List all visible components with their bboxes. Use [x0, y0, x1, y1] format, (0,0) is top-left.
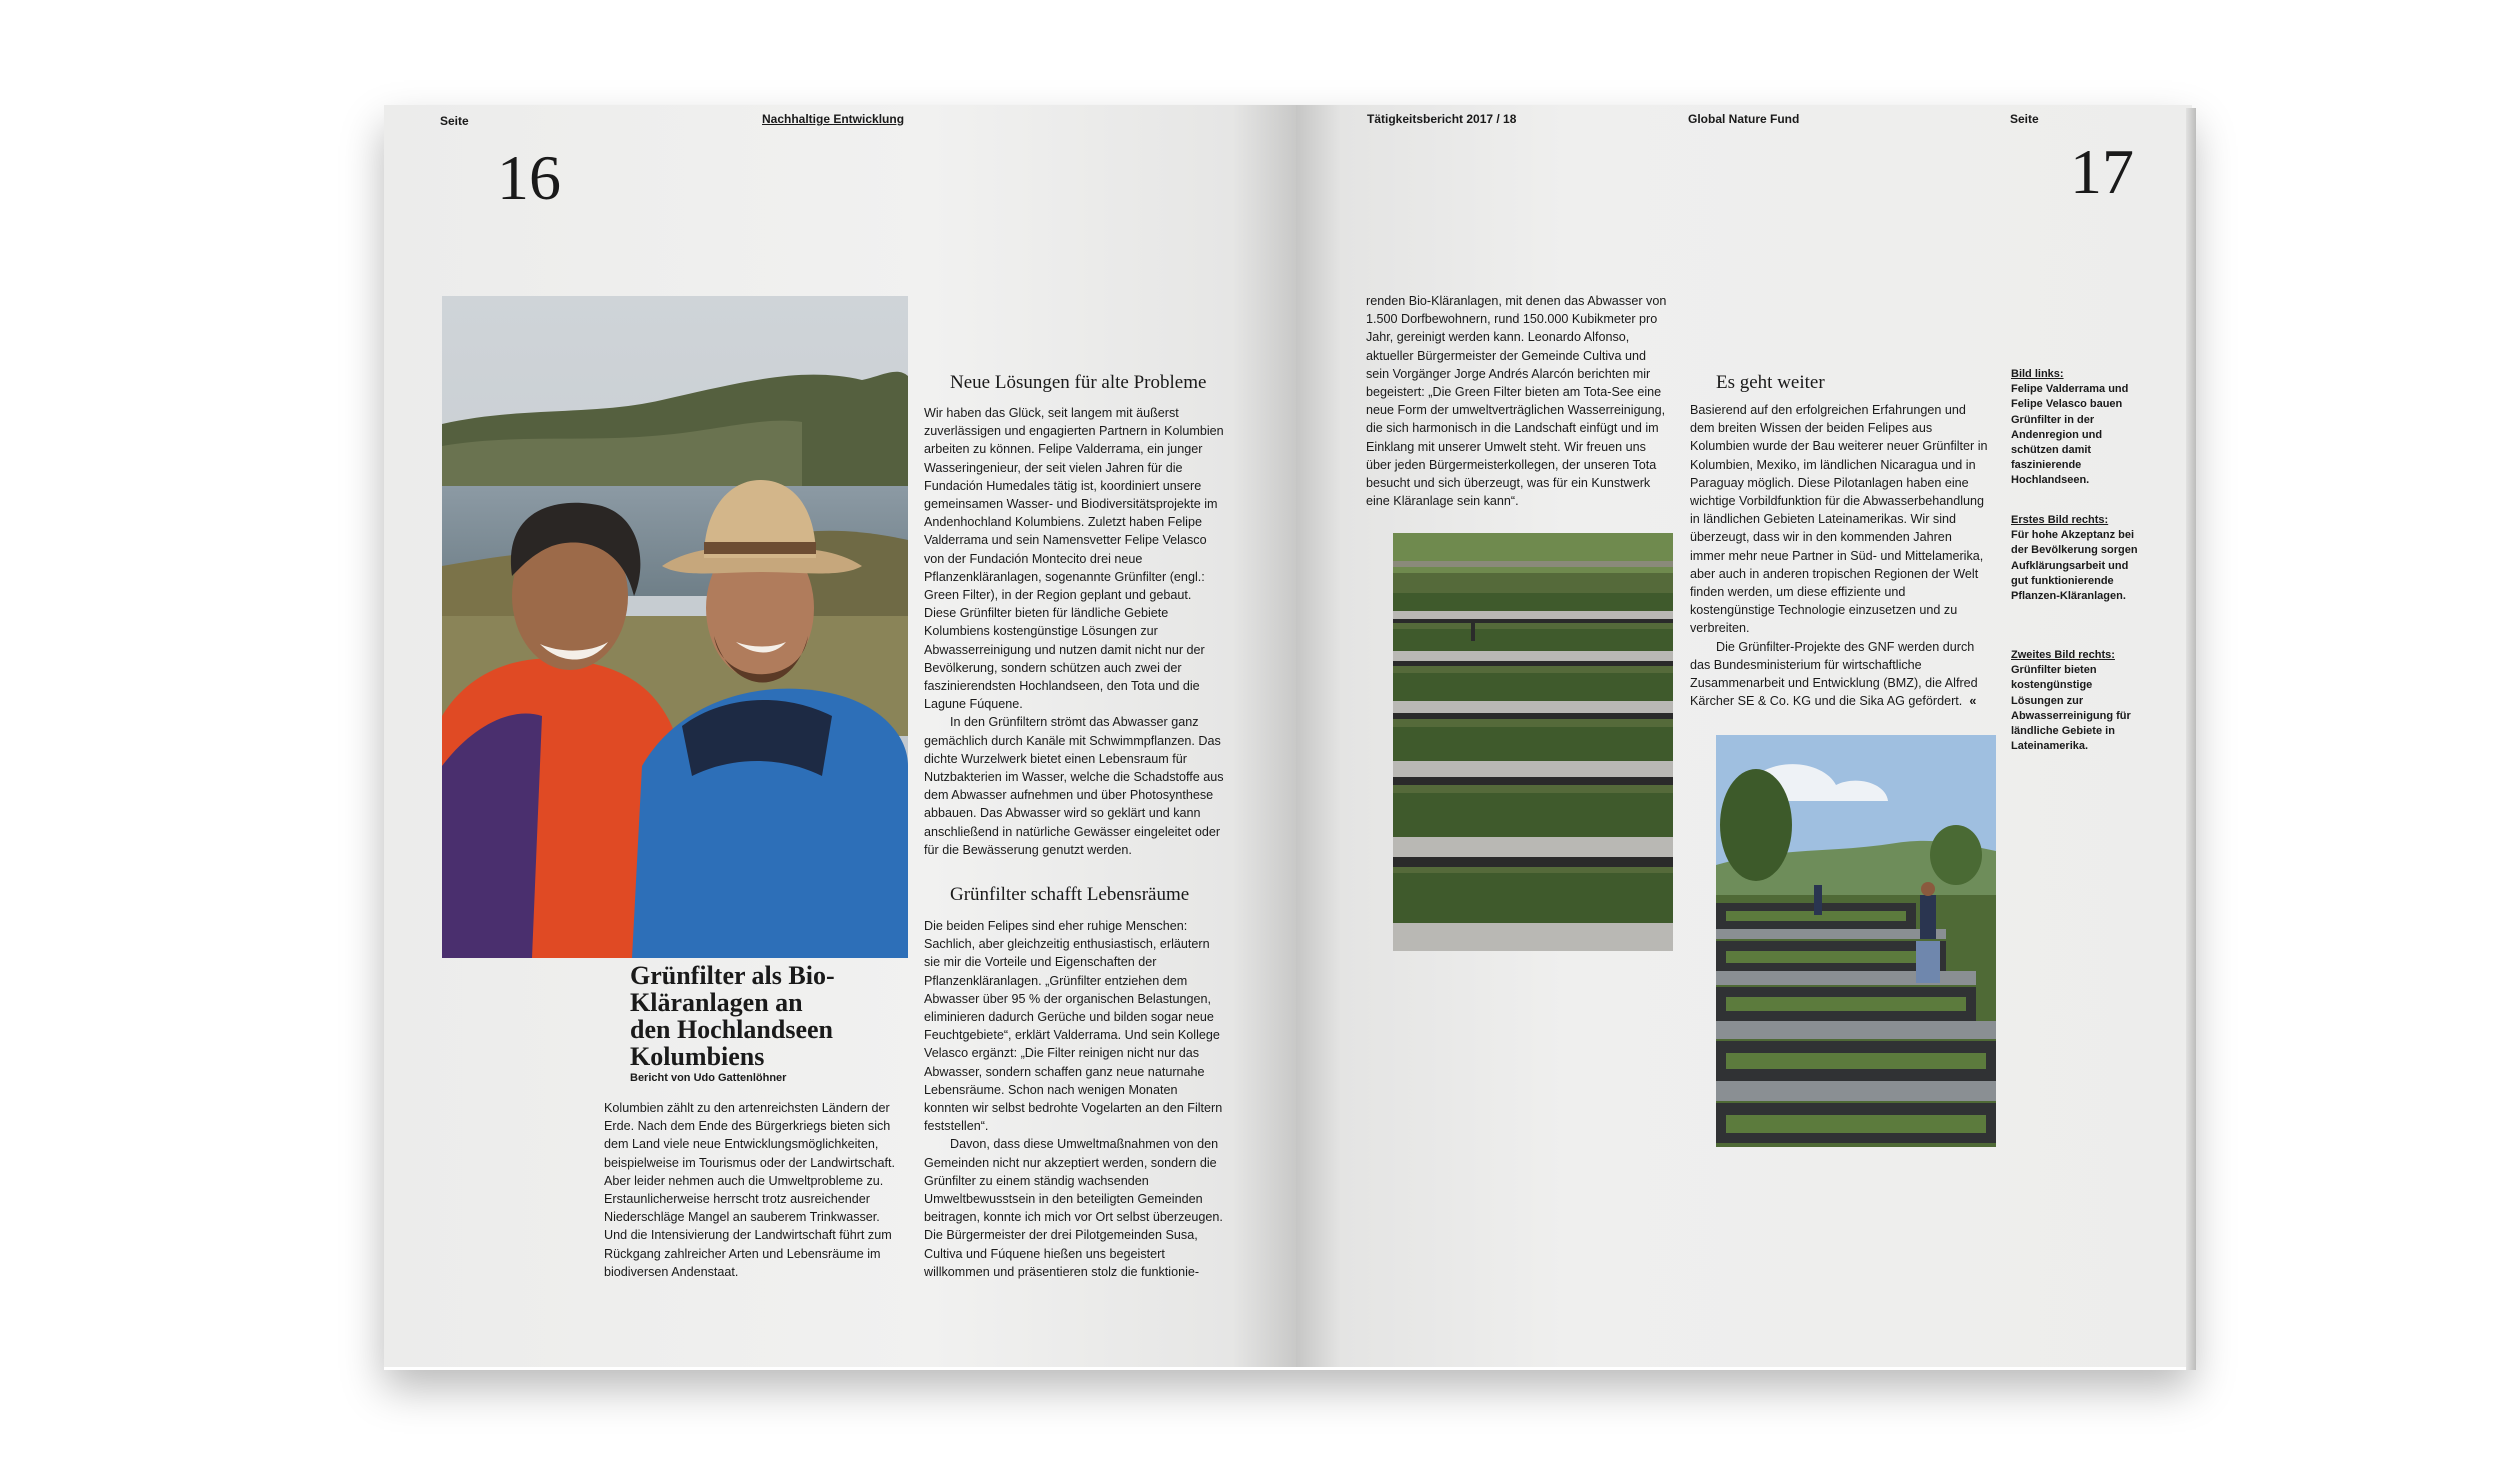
right-header-label: Seite	[2010, 112, 2039, 126]
article-byline: Bericht von Udo Gattenlöhner	[630, 1072, 787, 1084]
filter-site-photo	[1716, 735, 1996, 1147]
continuation-column	[1366, 292, 1670, 510]
caption-text: Felipe Valderrama und Felipe Velasco bauen Grünfilter in der Andenregion und schützen damit faszinierende Hochlandseen.	[2011, 383, 2129, 487]
section1-paragraph-1: Wir haben das Glück, seit langem mit äußerst zuverlässigen und engagierten Partnern in Kolumbien arbeiten zu können. Felipe Valderrama, ein junger Wasseringenieur, der seit vielen Jahren für die Fundación Humedales tätig ist, koordiniert unsere gemeinsamen Wasser- und Biodiversitätsprojekte im Andenhochland Kolumbiens. Zuletzt haben Felipe Valderrama und sein Namensvetter Felipe Velasco von der Fundación Montecito drei neue Pflanzenkläranlagen, sogenannte Grünfilter (engl.: Green Filter), in der Region geplant und gebaut. Diese Grünfilter bieten für ländliche Gebiete Kolumbiens kostengünstige Lösungen zur Abwasserreinigung und nutzen damit nicht nur der Bevölkerung, sondern schützen auch zwei der faszinierendsten Hochlandseen, den Tota und die Lagune Fúquene.	[924, 406, 1224, 712]
section3-paragraph-2-text: Die Grünfilter-Projekte des GNF werden durch das Bundesministerium für wirtschaftliche Zusammenarbeit und Entwicklung (BMZ), die Alfred Kärcher SE & Co. KG und die Sika AG gefördert.	[1690, 639, 1978, 709]
continuation-paragraph: renden Bio-Kläranlagen, mit denen das Abwasser von 1.500 Dorfbewohnern, rund 150.000 Kubikmeter pro Jahr, gereinigt werden kann. Leonardo Alfonso, aktueller Bürgermeister der Gemeinde Cultiva und sein Vorgänger Jorge Andrés Alarcón berichten mir begeistert: „Die Green Filter bieten am Tota-See eine neue Form der umweltverträglichen Wasserreinigung, die sich harmonisch in die Landschaft einfügt und im Einklang mit unserer Umwelt steht. Wir freuen uns über jeden Bürgermeisterkollegen, der unseren Tota besucht und sich überzeugt, was für ein Kunstwerk eine Kläranlage sein kann“.	[1366, 294, 1667, 509]
column-section2	[924, 917, 1224, 1281]
caption-erstes-bild	[2011, 513, 2139, 604]
report-label: Tätigkeitsbericht 2017 / 18	[1367, 112, 1517, 126]
portrait-photo	[442, 296, 908, 958]
section3-paragraph-1: Basierend auf den erfolgreichen Erfahrungen und dem breiten Wissen der beiden Felipes aus Kolumbien wurde der Bau weiterer neuer Grünfilter in Kolumbien, Mexiko, im ländlichen Nicaragua und in Paraguay möglich. Diese Pilotanlagen haben eine wichtige Vorbildfunktion für die Abwasserbehandlung in ländlichen Gebieten Lateinamerikas. Wir sind überzeugt, dass wir in den kommenden Jahren immer mehr neue Partner in Süd- und Mittelamerika, aber auch in anderen tropischen Regionen der Welt finden werden, um diese effiziente und kostengünstige Technologie einzusetzen und zu verbreiten.	[1690, 403, 1988, 636]
caption-label: Bild links:	[2011, 368, 2064, 380]
intro-paragraph: Kolumbien zählt zu den artenreichsten Ländern der Erde. Nach dem Ende des Bürgerkriegs bieten sich dem Land viele neue Entwicklungsmöglichkeiten, beispielweise im Tourismus oder der Landwirtschaft. Aber leider nehmen auch die Umweltprobleme zu. Erstaunlicherweise herrscht trotz ausreichender Niederschläge Mangel an sauberem Trinkwasser. Und die Intensivierung der Landwirtschaft führt zum Rückgang zahlreicher Arten und Lebensräume im biodiversen Andenstaat.	[604, 1101, 895, 1279]
article-intro	[604, 1099, 906, 1281]
column-section1	[924, 404, 1224, 859]
section2-paragraph-2: Davon, dass diese Umweltmaßnahmen von den Gemeinden nicht nur akzeptiert werden, sondern die Grünfilter zu einem ständig wachsenden Umweltbewusstsein in den beteiligten Gemeinden beitragen, konnte ich mich vor Ort selbst überzeugen. Die Bürgermeister der drei Pilotgemeinden Susa, Cultiva und Fúquene hießen uns begeistert willkommen und präsentieren stolz die funktionie-	[924, 1137, 1223, 1279]
left-header-label: Seite	[440, 114, 469, 128]
page-number-right: 17	[2070, 136, 2134, 207]
section2-paragraph-1: Die beiden Felipes sind eher ruhige Menschen: Sachlich, aber gleichzeitig enthusiastisch, erläutern sie mir die Vorteile und Eigenschaften der Pflanzenkläranlagen. „Grünfilter entziehen dem Abwasser über 95 % der organischen Belastungen, eliminieren dadurch Gerüche und bilden sogar neue Feuchtgebiete“, erklärt Valderrama. Und sein Kollege Velasco ergänzt: „Die Filter reinigen nicht nur das Abwasser, sondern schaffen ganz neue naturnahe Lebensräume. Schon nach wenigen Monaten konnten wir selbst bedrohte Vogelarten an den Filtern feststellen“.	[924, 919, 1223, 1134]
section1-paragraph-2: In den Grünfiltern strömt das Abwasser ganz gemächlich durch Kanäle mit Schwimmpflanzen. Das dichte Wurzelwerk bietet einen Lebensraum für Nutzbakterien im Wasser, welche die Schadstoffe aus dem Abwasser aufnehmen und über Photosynthese abbauen. Das Abwasser wird so geklärt und kann anschließend in natürliche Gewässer eingeleitet oder für die Bewässerung genutzt werden.	[924, 715, 1224, 857]
caption-sidebar	[2011, 367, 2139, 887]
caption-bild-links	[2011, 367, 2139, 489]
heading-neue-loesungen: Neue Lösungen für alte Probleme	[950, 372, 1207, 393]
caption-text: Für hohe Akzeptanz bei der Bevölkerung sorgen Aufklärungsarbeit und gut funktionierende Pflanzen-Kläranlagen.	[2011, 529, 2138, 603]
heading-es-geht-weiter: Es geht weiter	[1716, 372, 1825, 393]
filter-beds-photo	[1393, 533, 1673, 951]
organization-label: Global Nature Fund	[1688, 112, 1800, 126]
caption-label: Erstes Bild rechts:	[2011, 514, 2109, 526]
caption-label: Zweites Bild rechts:	[2011, 649, 2115, 661]
page-edge	[2186, 108, 2196, 1370]
end-mark: «	[1969, 694, 1977, 709]
column-section3	[1690, 401, 1990, 710]
caption-zweites-bild	[2011, 648, 2139, 754]
article-title: Grünfilter als Bio- Kläranlagen an den Hochlandseen Kolumbiens	[630, 961, 835, 1071]
page-number-left: 16	[497, 142, 561, 213]
section3-paragraph-2	[1690, 638, 1990, 711]
heading-gruenfilter-lebensraeume: Grünfilter schafft Lebensräume	[950, 884, 1190, 905]
caption-text: Grünfilter bieten kostengünstige Lösungen zur Abwasserreinigung für ländliche Gebiete in Lateinamerika.	[2011, 664, 2131, 753]
section-label: Nachhaltige Entwicklung	[762, 112, 905, 126]
